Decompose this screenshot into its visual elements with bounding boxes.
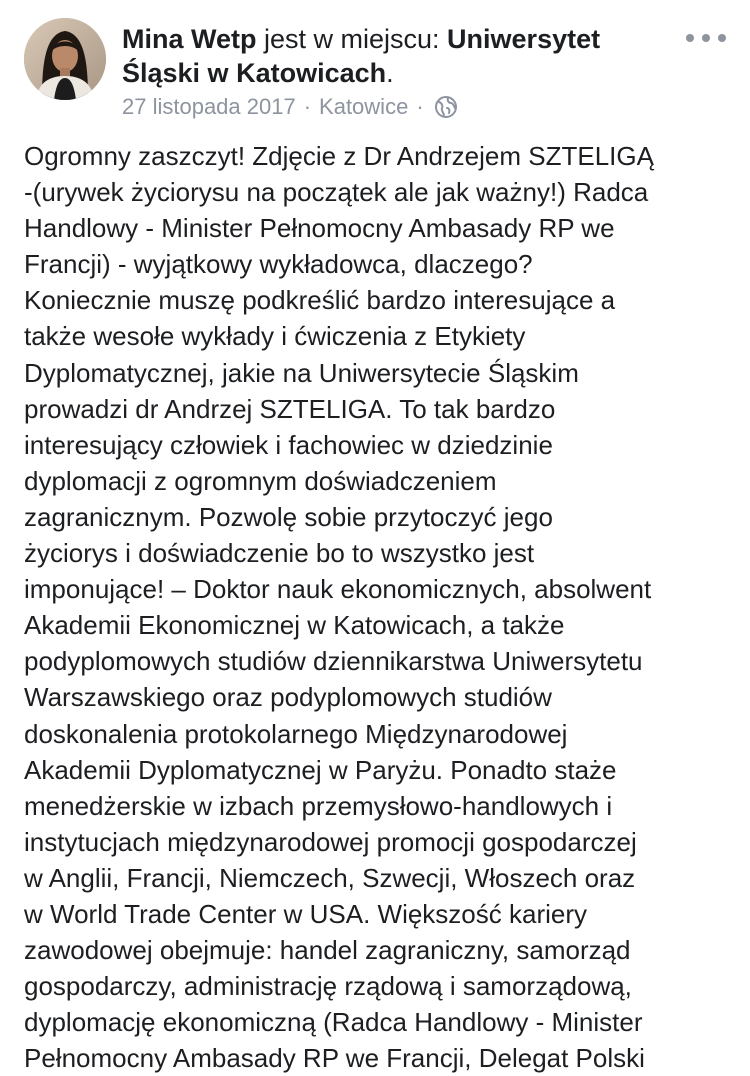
post-text — [24, 138, 728, 1076]
post-text-line: imponujące! – Doktor nauk ekonomicznych, absolwent — [24, 574, 652, 605]
post-location[interactable]: Katowice — [319, 94, 409, 119]
post-text-line: doskonalenia protokolarnego Międzynarodowej — [24, 718, 568, 749]
author-name[interactable]: Mina Wetp — [122, 24, 257, 54]
avatar-photo — [24, 18, 106, 100]
post-text-line: w World Trade Center w USA. Większość kariery — [24, 898, 587, 929]
post-text-line: Handlowy - Minister Pełnomocny Ambasady RP we — [24, 213, 615, 244]
post-meta — [122, 92, 458, 122]
post-text-line: zawodowej obejmuje: handel zagraniczny, samorząd — [24, 935, 631, 966]
post-text-line: podyplomowych studiów dziennikarstwa Uniwersytetu — [24, 646, 643, 677]
more-dots-icon — [686, 34, 694, 42]
more-dots-icon — [718, 34, 726, 42]
post-text-line: Koniecznie muszę podkreślić bardzo interesujące a — [24, 285, 616, 316]
globe-icon[interactable] — [434, 95, 458, 119]
post-text-line: Akademii Dyplomatycznej w Paryżu. Ponadto staże — [24, 754, 617, 785]
post-header — [24, 18, 726, 122]
post-text-line: instytucjach międzynarodowej promocji gospodarczej — [24, 826, 637, 857]
post-text-line: Pełnomocny Ambasady RP we Francji, Delegat Polski — [24, 1043, 645, 1074]
post-text-line: prowadzi dr Andrzej SZTELIGA. To tak bardzo — [24, 393, 556, 424]
post-text-line: także wesołe wykłady i ćwiczenia z Etykiety — [24, 321, 526, 352]
checkin-text: jest w miejscu: — [256, 24, 448, 54]
meta-separator: · — [416, 94, 424, 119]
post-text-line: gospodarczy, administrację rządową i samorządową, — [24, 971, 632, 1002]
post-text-line: dyplomacji z ogromnym doświadczeniem — [24, 465, 497, 496]
meta-separator: · — [303, 94, 312, 119]
post-date[interactable]: 27 listopada 2017 — [122, 94, 296, 119]
place-link[interactable]: Uniwersytet Śląski w Katowicach — [122, 24, 601, 88]
place-suffix: . — [386, 58, 394, 88]
post-text-line: -(urywek życiorysu na początek ale jak ważny!) Radca — [24, 177, 649, 208]
post-text-line: menedżerskie w izbach przemysłowo-handlowych i — [24, 790, 613, 821]
post-text-line: zagranicznym. Pozwolę sobie przytoczyć jego — [24, 501, 553, 532]
more-options-button[interactable] — [686, 26, 726, 50]
post-text-line: Dyplomatycznej, jakie na Uniwersytecie Śląskim — [24, 357, 579, 388]
post-text-line: Ogromny zaszczyt! Zdjęcie z Dr Andrzejem SZTELIGĄ — [24, 141, 654, 171]
author-line — [122, 22, 662, 90]
post-text-line: Warszawskiego oraz podyplomowych studiów — [24, 682, 552, 713]
post-text-line: w Anglii, Francji, Niemczech, Szwecji, Włoszech oraz — [24, 862, 636, 893]
post-text-line: życiorys i doświadczenie bo to wszystko jest — [24, 538, 535, 569]
post-text-line: interesujący człowiek i fachowiec w dziedzinie — [24, 429, 553, 460]
post-text-line: Francji) - wyjątkowy wykładowca, dlaczego? — [24, 249, 533, 280]
avatar[interactable] — [24, 18, 106, 100]
post-text-line: dyplomację ekonomiczną (Radca Handlowy - Minister — [24, 1007, 643, 1038]
more-dots-icon — [702, 34, 710, 42]
post-text-line: Akademii Ekonomicznej w Katowicach, a także — [24, 610, 565, 641]
